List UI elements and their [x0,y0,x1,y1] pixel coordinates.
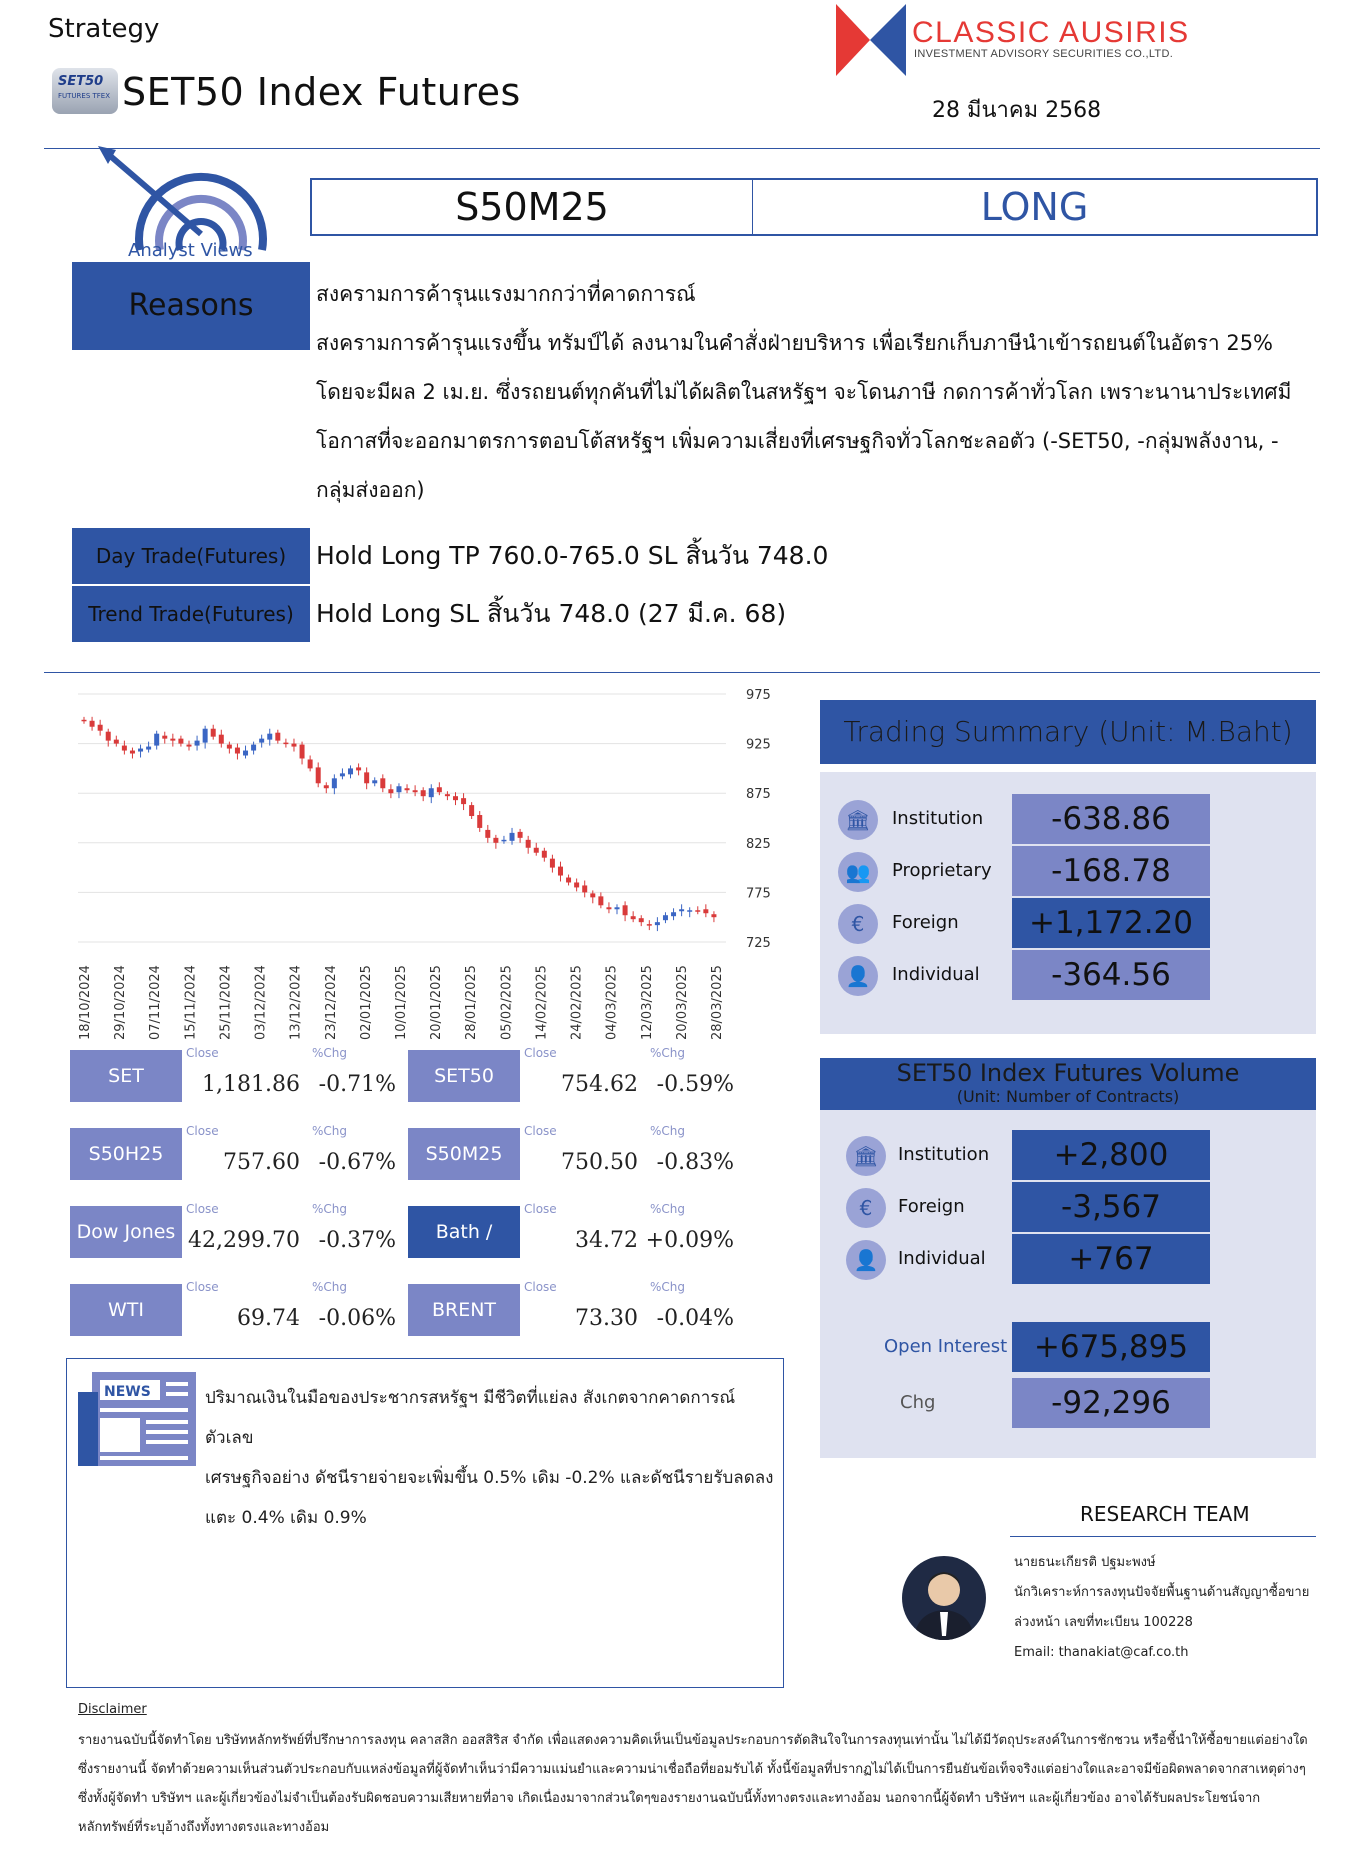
news-icon-label: NEWS [104,1384,151,1400]
volume-row-label: Individual [898,1248,986,1269]
market-close: 757.60 [223,1150,300,1175]
market-name: SET [70,1050,182,1102]
candle-body [283,743,288,745]
x-tick-label: 24/02/2025 [569,965,585,1040]
oi-change-value: -92,296 [1012,1378,1210,1428]
market-change: -0.04% [656,1306,734,1331]
market-close: 42,299.70 [188,1228,300,1253]
market-name: S50M25 [408,1128,520,1180]
institution-icon: 🏛 [838,800,878,840]
candle-body [574,882,579,887]
candle-body [550,859,555,868]
x-tick-label: 10/01/2025 [394,965,409,1040]
disclaimer-title: Disclaimer [78,1702,147,1717]
candle-body [510,833,515,841]
candle-body [82,720,87,722]
candle-body [623,905,628,915]
candle-body [566,878,571,883]
market-close: 750.50 [561,1150,638,1175]
volume-row-value: +2,800 [1012,1130,1210,1180]
candle-body [106,732,111,741]
brand-name: CLASSIC AUSIRIS [912,16,1190,49]
volume-row-value: -3,567 [1012,1182,1210,1232]
y-tick-label: 775 [746,886,771,902]
close-caption: Close [186,1202,219,1216]
candle-body [542,851,547,858]
summary-row-label: Institution [892,808,984,829]
close-caption: Close [186,1046,219,1060]
x-tick-label: 03/12/2024 [253,965,269,1040]
proprietary-icon: 👥 [838,852,878,892]
candle-body [162,736,167,739]
candle-body [501,840,506,842]
volume-subtitle: (Unit: Number of Contracts) [956,1087,1180,1106]
y-tick-label: 725 [746,936,771,951]
close-caption: Close [524,1280,557,1294]
x-tick-label: 28/03/2025 [710,965,725,1040]
x-tick-label: 23/12/2024 [323,965,339,1040]
set50-candlestick-chart [66,680,786,1052]
x-tick-label: 20/01/2025 [429,965,445,1040]
analyst-photo [902,1556,986,1640]
individual-icon: 👤 [838,956,878,996]
candle-body [364,772,369,783]
candle-body [388,789,393,793]
candle-body [703,909,708,913]
summary-row-value: -168.78 [1012,846,1210,896]
open-interest-label: Open Interest [884,1336,1008,1357]
candle-body [477,815,482,828]
x-tick-label: 02/01/2025 [358,965,374,1040]
document-date: 28 มีนาคม 2568 [932,98,1102,123]
candle-body [340,773,345,776]
x-tick-label: 15/11/2024 [183,965,199,1040]
team-divider [1010,1536,1316,1537]
market-name: Dow Jones [70,1206,182,1258]
candle-body [195,741,200,746]
candle-body [396,786,401,792]
candle-body [291,744,296,747]
foreign-icon: € [846,1188,886,1228]
candle-body [437,787,442,792]
set50-badge-logo [52,68,118,114]
y-tick-label: 825 [746,836,771,852]
candle-body [493,838,498,843]
volume-row-label: Institution [898,1144,990,1165]
trend-trade-value: Hold Long SL สิ้นวัน 748.0 (27 มี.ค. 68) [316,599,787,628]
news-line: แตะ 0.4% เดิม 0.9% [205,1508,367,1528]
chg-caption: %Chg [650,1202,686,1216]
candle-body [186,745,191,747]
reasons-text [316,270,1326,515]
candle-body [655,922,660,925]
analyst-role: นักวิเคราะห์การลงทุนปัจจัยพื้นฐานด้านสัญญาซื้อขาย [1014,1585,1310,1600]
chg-caption: %Chg [312,1280,348,1294]
market-close: 1,181.86 [202,1072,300,1097]
candle-body [316,767,321,783]
chg-caption: %Chg [312,1124,348,1138]
reason-line: สงครามการค้ารุนแรงขึ้น ทรัมป์ได้ ลงนามในคำสั่งฝ่ายบริหาร เพื่อเรียกเก็บภาษีนำเข้ารถยนต์ในอัตรา 25% [316,331,1274,355]
candle-body [114,740,119,744]
candle-body [243,751,248,756]
candle-body [348,768,353,774]
page-title: SET50 Index Futures [122,70,521,114]
news-line: ปริมาณเงินในมือของประชากรสหรัฐฯ มีชีวิตที่แย่ลง สังเกตจากคาดการณ์ตัวเลข [205,1388,736,1448]
candle-body [647,924,652,926]
symbol-code: S50M25 [312,180,753,234]
candle-body [413,790,418,792]
summary-row-label: Individual [892,964,980,985]
candle-body [275,733,280,741]
reason-line: โดยจะมีผล 2 เม.ย. ซึ่งรถยนต์ทุกคันที่ไม่ได้ผลิตในสหรัฐฯ จะโดนภาษี กดการค้าทั่วโลก เพราะนานาประเทศมี [316,380,1292,404]
market-name: WTI [70,1284,182,1336]
volume-row-value: +767 [1012,1234,1210,1284]
market-change: -0.67% [318,1150,396,1175]
candle-body [178,739,183,744]
day-trade-label: Day Trade(Futures) [72,528,310,584]
candle-body [219,735,224,744]
candle-body [598,896,603,905]
disclaimer-text [78,1726,1334,1842]
candle-body [695,910,700,912]
candle-body [421,790,426,796]
candle-body [445,794,450,796]
market-close: 73.30 [575,1306,638,1331]
candle-body [308,759,313,768]
volume-row-label: Foreign [898,1196,965,1217]
candle-body [631,916,636,919]
x-tick-label: 18/10/2024 [78,965,93,1040]
trend-trade-label: Trend Trade(Futures) [72,586,310,642]
candle-body [90,721,95,727]
candle-body [259,739,264,743]
candle-body [130,751,135,754]
section-label: Strategy [48,14,160,44]
x-tick-label: 25/11/2024 [218,965,234,1040]
candle-body [235,748,240,754]
chg-caption: %Chg [650,1280,686,1294]
candle-body [211,729,216,737]
candle-body [98,725,103,731]
candle-body [227,745,232,749]
candle-body [615,907,620,909]
brand-subtitle: INVESTMENT ADVISORY SECURITIES CO.,LTD. [914,48,1174,60]
market-name: SET50 [408,1050,520,1102]
market-change: -0.83% [656,1150,734,1175]
disclaimer-line: หลักทรัพย์ที่ระบุอ้างถึงทั้งทางตรงและทางอ้อม [78,1820,330,1835]
x-tick-label: 14/02/2025 [534,965,550,1040]
candle-body [711,914,716,917]
reason-line: กลุ่มส่งออก) [316,478,425,502]
candle-body [146,747,151,750]
reasons-label: Reasons [72,262,310,350]
section-divider [44,672,1320,673]
badge-title: SET50 [58,74,104,89]
x-tick-label: 20/03/2025 [674,965,690,1040]
summary-row-value: -364.56 [1012,950,1210,1000]
analyst-views-label: Analyst Views [128,240,253,261]
market-close: 34.72 [575,1228,638,1253]
chg-caption: %Chg [650,1124,686,1138]
chg-label: Chg [900,1392,936,1413]
candle-body [332,778,337,788]
close-caption: Close [186,1280,219,1294]
candle-body [606,907,611,909]
disclaimer-line: ซึ่งรายงานนี้ จัดทำด้วยความเห็นส่วนตัวประกอบกับแหล่งข้อมูลที่ผู้จัดทำเห็นว่ามีความแม่นยำและความน่าเชื่อถือที่ยอมรับได้ ทั้งนี้ข้อมูลที่ปรากฏไม่ได้เป็นการยืนยันข้อเท็จจริงแต่อย่างใดและอาจมีข้อผิดพลาดจากสาเหตุต่างๆ [78,1762,1306,1777]
market-change: -0.06% [318,1306,396,1331]
candle-body [324,785,329,788]
market-change: -0.71% [318,1072,396,1097]
market-change: -0.37% [318,1228,396,1253]
institution-icon: 🏛 [846,1136,886,1176]
summary-row-value: -638.86 [1012,794,1210,844]
symbol-position-box [310,178,1318,236]
candle-body [405,788,410,790]
candle-body [429,788,434,797]
reason-line: โอกาสที่จะออกมาตรการตอบโต้สหรัฐฯ เพิ่มความเสี่ยงที่เศรษฐกิจทั่วโลกชะลอตัว (-SET50, -กลุ่มพลังงาน, - [316,429,1279,453]
brand-logo-icon [836,4,906,76]
trading-summary-title: Trading Summary (Unit: M.Baht) [820,700,1316,764]
candle-body [122,746,127,751]
candle-body [453,796,458,800]
candle-body [138,749,143,752]
x-tick-label: 07/11/2024 [148,965,164,1040]
reason-headline: สงครามการค้ารุนแรงมากกว่าที่คาดการณ์ [316,282,696,306]
candle-body [461,798,466,804]
summary-row-label: Proprietary [892,860,992,881]
candle-body [518,832,523,838]
candle-body [663,915,668,920]
open-interest-value: +675,895 [1012,1322,1210,1372]
candle-body [203,729,208,743]
candle-body [380,778,385,788]
candle-body [154,734,159,746]
x-tick-label: 29/10/2024 [113,965,129,1040]
close-caption: Close [524,1124,557,1138]
analyst-name: นายธนะเกียรติ ปฐมะพงษ์ [1014,1555,1156,1570]
individual-icon: 👤 [846,1240,886,1280]
candle-body [526,840,531,848]
day-trade-value: Hold Long TP 760.0-765.0 SL สิ้นวัน 748.0 [316,541,829,570]
y-tick-label: 875 [746,787,771,803]
candle-body [590,893,595,897]
candle-body [170,739,175,741]
research-team-title: RESEARCH TEAM [1080,1502,1250,1526]
chg-caption: %Chg [312,1046,348,1060]
foreign-icon: € [838,904,878,944]
chg-caption: %Chg [312,1202,348,1216]
candle-body [687,910,692,912]
close-caption: Close [186,1124,219,1138]
news-icon [78,1372,196,1472]
disclaimer-line: ซึ่งทั้งผู้จัดทำ บริษัทฯ และผู้เกี่ยวข้องไม่จำเป็นต้องรับผิดชอบความเสียหายที่อาจ เกิดเนื่องมาจากส่วนใดๆของรายงานฉบับนี้ทั้งทางตรงและทางอ้อม นอกจากนี้ผู้จัดทำ บริษัทฯ และผู้เกี่ยวข้อง อาจได้รับผลประโยชน์จาก [78,1791,1261,1806]
candle-body [469,805,474,816]
x-tick-label: 12/03/2025 [639,965,655,1040]
disclaimer-line: รายงานฉบับนี้จัดทำโดย บริษัทหลักทรัพย์ที่ปรึกษาการลงทุน คลาสสิก ออสสิริส จำกัด เพื่อแสดงความคิดเห็นเป็นข้อมูลประกอบการตัดสินใจในการลงทุนเท่านั้น ไม่ได้มีวัตถุประสงค์ในการชักชวน หรือชี้นำให้ซื้อขายแต่อย่างใด [78,1733,1308,1748]
candle-body [671,912,676,916]
y-tick-label: 975 [746,688,771,703]
candle-body [267,734,272,740]
market-name: Bath / [408,1206,520,1258]
news-text [205,1378,775,1538]
candle-body [300,745,305,759]
volume-title: SET50 Index Futures Volume [896,1059,1240,1087]
market-change: -0.59% [656,1072,734,1097]
candle-body [582,885,587,892]
x-tick-label: 28/01/2025 [464,965,480,1040]
position-direction: LONG [980,185,1089,229]
candle-body [534,848,539,853]
volume-header [820,1058,1316,1110]
candle-body [485,830,490,838]
x-tick-label: 05/02/2025 [499,965,515,1040]
candle-body [251,745,256,751]
x-tick-label: 04/03/2025 [604,965,620,1040]
badge-subtitle: FUTURES TFEX [58,92,111,100]
candle-body [558,867,563,876]
market-name: S50H25 [70,1128,182,1180]
analyst-info [1014,1548,1309,1668]
candle-body [356,767,361,770]
y-tick-label: 925 [746,737,771,753]
summary-row-label: Foreign [892,912,959,933]
summary-row-value: +1,172.20 [1012,898,1210,948]
market-close: 754.62 [561,1072,638,1097]
analyst-license: ล่วงหน้า เลขที่ทะเบียน 100228 [1014,1615,1193,1630]
market-name: BRENT [408,1284,520,1336]
close-caption: Close [524,1046,557,1060]
market-change: +0.09% [645,1228,734,1253]
market-close: 69.74 [237,1306,300,1331]
analyst-email[interactable]: Email: thanakiat@caf.co.th [1014,1645,1189,1660]
close-caption: Close [524,1202,557,1216]
candle-body [639,918,644,922]
candle-body [679,909,684,911]
news-line: เศรษฐกิจอย่าง ดัชนีรายจ่ายจะเพิ่มขึ้น 0.5% เดิม -0.2% และดัชนีรายรับลดลง [205,1468,774,1488]
chg-caption: %Chg [650,1046,686,1060]
candle-body [372,780,377,783]
x-tick-label: 13/12/2024 [288,965,304,1040]
